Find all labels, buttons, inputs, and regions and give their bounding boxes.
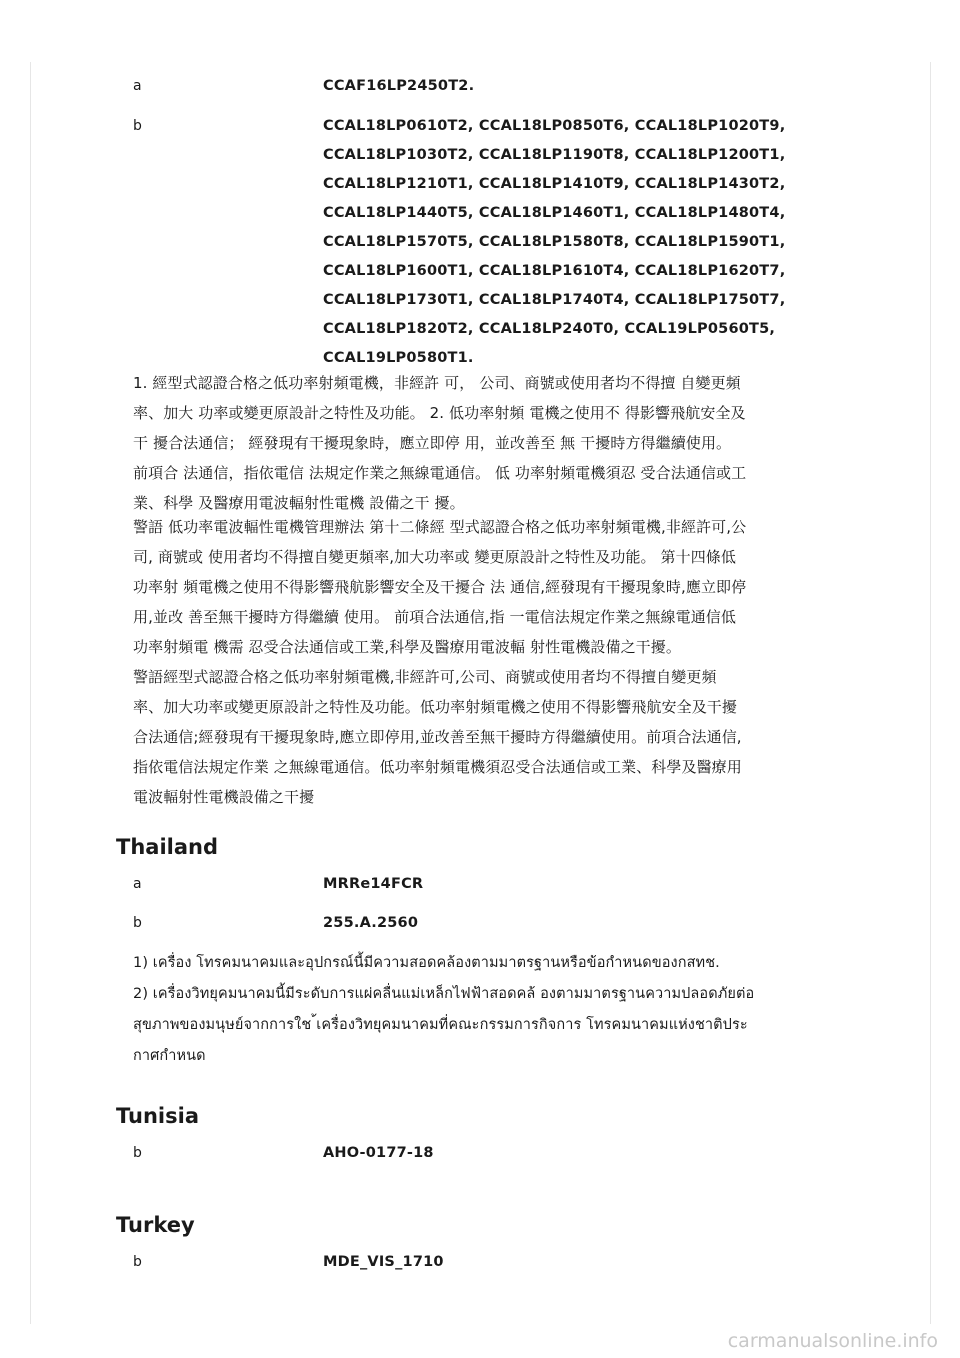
turkey-row-b bbox=[133, 1248, 873, 1277]
taiwan-row-b bbox=[133, 112, 873, 373]
code-line: CCAL18LP0610T2, CCAL18LP0850T6, CCAL18LP1020T9, bbox=[323, 118, 786, 134]
row-label: b bbox=[133, 118, 142, 134]
notice-line: 前項合 法通信，指依電信 法規定作業之無線電通信。 低 功率射頻電機須忍 受合法通信或工 bbox=[133, 464, 747, 482]
notice-line: 用,並改 善至無干擾時方得繼續 使用。 前項合法通信,指 一電信法規定作業之無線電通信低 bbox=[133, 608, 737, 626]
code-line: CCAL19LP0580T1. bbox=[323, 350, 474, 366]
notice-line: 警語經型式認證合格之低功率射頻電機,非經許可,公司、商號或使用者均不得擅自變更頻 bbox=[133, 668, 717, 686]
row-label: b bbox=[133, 1145, 142, 1161]
notice-line: 2) เครื่องวิทยุคมนาคมนี้มีระดับการแผ่คลื่นแม่เหล็กไฟฟ้าสอดคล้ องตามมาตรฐานความปลอดภัยต่อ bbox=[133, 986, 755, 1002]
row-label: a bbox=[133, 876, 142, 892]
thailand-row-a bbox=[133, 870, 873, 899]
notice-line: 功率射 頻電機之使用不得影響飛航影響安全及干擾合 法 通信,經發現有干擾現象時,應立即停 bbox=[133, 578, 747, 596]
code-line: CCAL18LP1030T2, CCAL18LP1190T8, CCAL18LP1200T1, bbox=[323, 147, 786, 163]
taiwan-notice-2 bbox=[133, 512, 871, 812]
thailand-notice bbox=[133, 948, 871, 1072]
taiwan-notice-1 bbox=[133, 368, 871, 518]
notice-line: กาศกำหนด bbox=[133, 1048, 206, 1064]
notice-line: 率、加大 功率或變更原設計之特性及功能。 2. 低功率射頻 電機之使用不 得影響飛航安全及 bbox=[133, 404, 746, 422]
code-line: CCAL18LP1570T5, CCAL18LP1580T8, CCAL18LP1590T1, bbox=[323, 234, 786, 250]
code-line: CCAL18LP1730T1, CCAL18LP1740T4, CCAL18LP1750T7, bbox=[323, 292, 786, 308]
approval-code: MRRe14FCR bbox=[323, 876, 424, 892]
notice-line: 業、科學 及醫療用電波輻射性電機 設備之干 擾。 bbox=[133, 494, 465, 512]
notice-line: 電波輻射性電機設備之干擾 bbox=[133, 788, 315, 806]
notice-line: สุขภาพของมนุษย์จากการใช ้เครื่องวิทยุคมนาคมที่คณะกรรมการกิจการ โทรคมนาคมแห่งชาติประ bbox=[133, 1017, 748, 1033]
section-heading-turkey: Turkey bbox=[116, 1213, 195, 1237]
notice-line: 率、加大功率或變更原設計之特性及功能。低功率射頻電機之使用不得影響飛航安全及干擾 bbox=[133, 698, 738, 716]
taiwan-row-a bbox=[133, 72, 873, 101]
notice-line: 干 擾合法通信； 經發現有干擾現象時，應立即停 用，並改善至 無 干擾時方得繼續使用。 bbox=[133, 434, 732, 452]
page-border-left bbox=[30, 62, 31, 1324]
row-label: b bbox=[133, 915, 142, 931]
code-line: CCAL18LP1440T5, CCAL18LP1460T1, CCAL18LP1480T4, bbox=[323, 205, 786, 221]
notice-line: 1. 經型式認證合格之低功率射頻電機，非經許 可， 公司、商號或使用者均不得擅 自變更頻 bbox=[133, 374, 741, 392]
code-line: CCAL18LP1600T1, CCAL18LP1610T4, CCAL18LP1620T7, bbox=[323, 263, 786, 279]
row-label: a bbox=[133, 78, 142, 94]
row-label: b bbox=[133, 1254, 142, 1270]
page-border-right bbox=[930, 62, 931, 1324]
notice-line: 功率射頻電 機需 忍受合法通信或工業,科學及醫療用電波輻 射性電機設備之干擾。 bbox=[133, 638, 681, 656]
notice-line: 1) เครื่อง โทรคมนาคมและอุปกรณ์นี้มีความสอดคล้องตามมาตรฐานหรือข้อกำหนดของกสทช. bbox=[133, 955, 720, 971]
notice-line: 指依電信法規定作業 之無線電通信。低功率射頻電機須忍受合法通信或工業、科學及醫療用 bbox=[133, 758, 742, 776]
code-line: CCAL18LP1210T1, CCAL18LP1410T9, CCAL18LP1430T2, bbox=[323, 176, 786, 192]
notice-line: 警語 低功率電波輻性電機管理辦法 第十二條經 型式認證合格之低功率射頻電機,非經許可,公 bbox=[133, 518, 747, 536]
approval-code: 255.A.2560 bbox=[323, 915, 419, 931]
approval-code: CCAF16LP2450T2. bbox=[323, 78, 475, 94]
approval-code: MDE_VIS_1710 bbox=[323, 1254, 444, 1270]
approval-code: AHO-0177-18 bbox=[323, 1145, 434, 1161]
notice-line: 司, 商號或 使用者均不得擅自變更頻率,加大功率或 變更原設計之特性及功能。 第十四條低 bbox=[133, 548, 737, 566]
tunisia-row-b bbox=[133, 1139, 873, 1168]
thailand-row-b bbox=[133, 909, 873, 938]
watermark: carmanualsonline.info bbox=[727, 1330, 938, 1352]
notice-line: 合法通信;經發現有干擾現象時,應立即停用,並改善至無干擾時方得繼續使用。前項合法通信, bbox=[133, 728, 742, 746]
approval-code-list bbox=[323, 112, 873, 373]
section-heading-thailand: Thailand bbox=[116, 835, 218, 859]
section-heading-tunisia: Tunisia bbox=[116, 1104, 199, 1128]
code-line: CCAL18LP1820T2, CCAL18LP240T0, CCAL19LP0560T5, bbox=[323, 321, 776, 337]
